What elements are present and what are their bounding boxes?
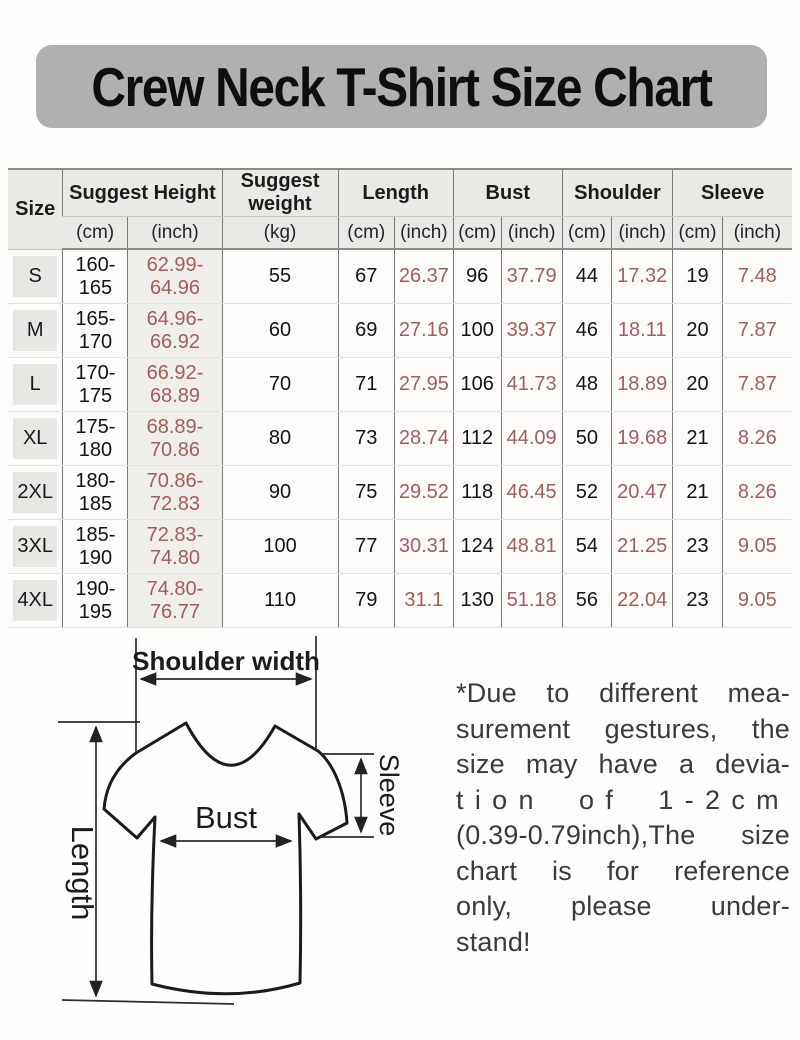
table-cell: 180-185 bbox=[63, 466, 128, 520]
table-cell: 28.74 bbox=[394, 412, 453, 466]
col-header-size: Size bbox=[8, 169, 63, 249]
table-cell: 27.16 bbox=[394, 304, 453, 358]
table-cell: 67 bbox=[338, 249, 394, 304]
table-cell: 55 bbox=[222, 249, 338, 304]
table-cell: 74.80-76.77 bbox=[128, 574, 222, 628]
table-cell: 7.87 bbox=[722, 304, 792, 358]
note-line: surement gestures, the bbox=[456, 713, 790, 744]
unit-cm-sleeve: (cm) bbox=[673, 217, 722, 250]
table-cell: 18.89 bbox=[612, 358, 673, 412]
title-bar bbox=[36, 45, 767, 128]
table-cell: 66.92-68.89 bbox=[128, 358, 222, 412]
table-cell: 46.45 bbox=[501, 466, 562, 520]
table-cell: 79 bbox=[338, 574, 394, 628]
table-body bbox=[8, 249, 792, 628]
length-label: Length bbox=[65, 825, 100, 921]
table-cell: 8.26 bbox=[722, 412, 792, 466]
table-cell: 21.25 bbox=[612, 520, 673, 574]
table-cell: 31.1 bbox=[394, 574, 453, 628]
table-cell: 9.05 bbox=[722, 520, 792, 574]
unit-cm-shoulder: (cm) bbox=[562, 217, 611, 250]
unit-cm-bust: (cm) bbox=[453, 217, 501, 250]
table-cell: 68.89-70.86 bbox=[128, 412, 222, 466]
table-subheader-row bbox=[8, 217, 792, 250]
table-cell: 37.79 bbox=[501, 249, 562, 304]
note-line: chart is for reference bbox=[456, 855, 790, 886]
note-line: *Due to different mea- bbox=[456, 678, 790, 708]
table-cell: 70.86-72.83 bbox=[128, 466, 222, 520]
unit-cm-height: (cm) bbox=[63, 217, 128, 250]
table-cell: 20.47 bbox=[612, 466, 673, 520]
table-cell: 110 bbox=[222, 574, 338, 628]
table-cell: 80 bbox=[222, 412, 338, 466]
table-cell: 23 bbox=[673, 574, 722, 628]
table-row bbox=[8, 412, 792, 466]
table-cell: 27.95 bbox=[394, 358, 453, 412]
table-cell: 90 bbox=[222, 466, 338, 520]
col-header-sleeve: Sleeve bbox=[673, 169, 792, 217]
tshirt-measurement-diagram bbox=[28, 626, 440, 1040]
table-cell: 19 bbox=[673, 249, 722, 304]
table-cell: 44.09 bbox=[501, 412, 562, 466]
table-row bbox=[8, 249, 792, 304]
table-cell: 20 bbox=[673, 358, 722, 412]
note-line: tion of 1-2cm bbox=[456, 784, 790, 815]
table-cell: 39.37 bbox=[501, 304, 562, 358]
table-cell: 170-175 bbox=[63, 358, 128, 412]
col-header-suggest-height: Suggest Height bbox=[63, 169, 222, 217]
table-cell: 60 bbox=[222, 304, 338, 358]
table-cell: 71 bbox=[338, 358, 394, 412]
table-cell: 44 bbox=[562, 249, 611, 304]
table-cell: 18.11 bbox=[612, 304, 673, 358]
size-cell: 4XL bbox=[8, 574, 63, 628]
table-cell: 118 bbox=[453, 466, 501, 520]
col-header-bust: Bust bbox=[453, 169, 562, 217]
table-cell: 51.18 bbox=[501, 574, 562, 628]
table-cell: 112 bbox=[453, 412, 501, 466]
table-cell: 7.87 bbox=[722, 358, 792, 412]
table-cell: 48.81 bbox=[501, 520, 562, 574]
size-table bbox=[8, 168, 792, 628]
unit-cm-length: (cm) bbox=[338, 217, 394, 250]
table-cell: 100 bbox=[453, 304, 501, 358]
table-cell: 20 bbox=[673, 304, 722, 358]
col-header-shoulder: Shoulder bbox=[562, 169, 673, 217]
table-row bbox=[8, 358, 792, 412]
table-cell: 30.31 bbox=[394, 520, 453, 574]
table-cell: 106 bbox=[453, 358, 501, 412]
page-title: Crew Neck T-Shirt Size Chart bbox=[91, 55, 712, 118]
note-line: only, please under- bbox=[456, 891, 790, 921]
table-cell: 185-190 bbox=[63, 520, 128, 574]
unit-kg-weight: (kg) bbox=[222, 217, 338, 250]
note-line: (0.39-0.79inch),The size bbox=[456, 820, 790, 850]
table-cell: 8.26 bbox=[722, 466, 792, 520]
table-row bbox=[8, 574, 792, 628]
table-cell: 17.32 bbox=[612, 249, 673, 304]
table-cell: 48 bbox=[562, 358, 611, 412]
table-cell: 70 bbox=[222, 358, 338, 412]
table-cell: 175-180 bbox=[63, 412, 128, 466]
tshirt-outline bbox=[104, 723, 347, 994]
table-cell: 124 bbox=[453, 520, 501, 574]
note-line: size may have a devia- bbox=[456, 749, 790, 779]
table-cell: 21 bbox=[673, 412, 722, 466]
table-cell: 46 bbox=[562, 304, 611, 358]
table-cell: 54 bbox=[562, 520, 611, 574]
table-cell: 64.96-66.92 bbox=[128, 304, 222, 358]
table-cell: 130 bbox=[453, 574, 501, 628]
table-cell: 100 bbox=[222, 520, 338, 574]
table-cell: 69 bbox=[338, 304, 394, 358]
size-cell: S bbox=[8, 249, 63, 304]
table-cell: 165-170 bbox=[63, 304, 128, 358]
bust-label: Bust bbox=[194, 800, 258, 835]
table-cell: 23 bbox=[673, 520, 722, 574]
table-cell: 73 bbox=[338, 412, 394, 466]
table-cell: 29.52 bbox=[394, 466, 453, 520]
unit-inch-height: (inch) bbox=[128, 217, 222, 250]
table-cell: 160-165 bbox=[63, 249, 128, 304]
table-cell: 62.99-64.96 bbox=[128, 249, 222, 304]
table-row bbox=[8, 520, 792, 574]
table-cell: 52 bbox=[562, 466, 611, 520]
table-cell: 7.48 bbox=[722, 249, 792, 304]
table-cell: 77 bbox=[338, 520, 394, 574]
unit-inch-bust: (inch) bbox=[501, 217, 562, 250]
shoulder-width-label: Shoulder width bbox=[132, 646, 320, 676]
sleeve-label: Sleeve bbox=[374, 753, 404, 837]
col-header-length: Length bbox=[338, 169, 453, 217]
table-cell: 22.04 bbox=[612, 574, 673, 628]
table-cell: 50 bbox=[562, 412, 611, 466]
col-header-suggest-weight: Suggest weight bbox=[222, 169, 338, 217]
table-cell: 72.83-74.80 bbox=[128, 520, 222, 574]
size-cell: XL bbox=[8, 412, 63, 466]
unit-inch-length: (inch) bbox=[394, 217, 453, 250]
deviation-note bbox=[456, 676, 790, 960]
table-cell: 190-195 bbox=[63, 574, 128, 628]
table-cell: 26.37 bbox=[394, 249, 453, 304]
note-line: stand! bbox=[456, 926, 531, 957]
table-header-row bbox=[8, 169, 792, 217]
table-cell: 21 bbox=[673, 466, 722, 520]
table-cell: 9.05 bbox=[722, 574, 792, 628]
unit-inch-shoulder: (inch) bbox=[612, 217, 673, 250]
size-cell: 3XL bbox=[8, 520, 63, 574]
table-cell: 96 bbox=[453, 249, 501, 304]
size-cell: 2XL bbox=[8, 466, 63, 520]
table-cell: 41.73 bbox=[501, 358, 562, 412]
table-cell: 19.68 bbox=[612, 412, 673, 466]
size-cell: M bbox=[8, 304, 63, 358]
table-row bbox=[8, 304, 792, 358]
length-guide-bottom bbox=[62, 1000, 234, 1004]
size-cell: L bbox=[8, 358, 63, 412]
table-cell: 56 bbox=[562, 574, 611, 628]
table-row bbox=[8, 466, 792, 520]
table-cell: 75 bbox=[338, 466, 394, 520]
unit-inch-sleeve: (inch) bbox=[722, 217, 792, 250]
